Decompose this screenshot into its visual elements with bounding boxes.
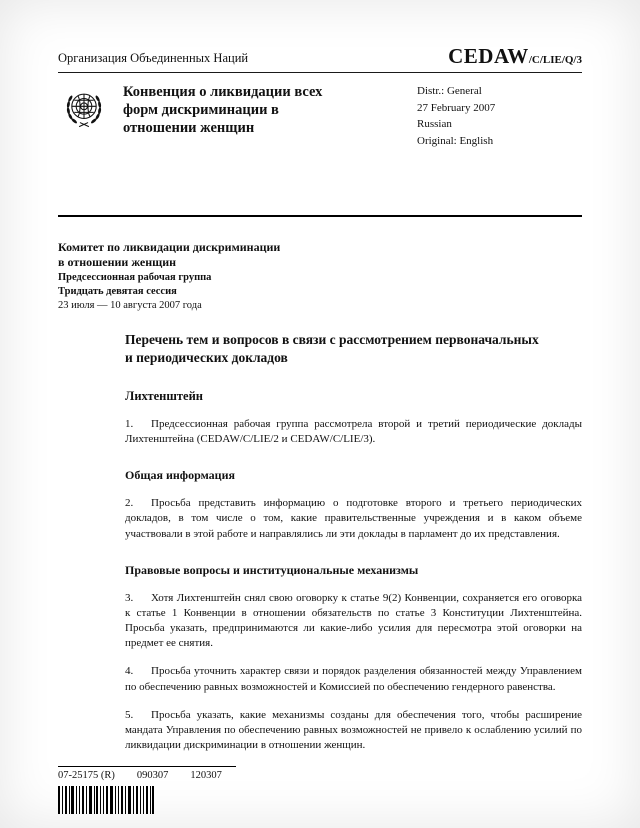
- document-header: [58, 44, 582, 73]
- paragraph-3-text: Хотя Лихтенштейн снял свою оговорку к статье 9(2) Конвенции, сохраняется его оговорка к статье 1 Конвенции в отношении обязательств по статье 3 Конституции Лихтенштейна. Просьба указать, предпринимаются ли какие-либо усилия для пересмотра этой оговорки на предмет ее снятия.: [125, 591, 582, 650]
- section-heading-legal: Правовые вопросы и институциональные механизмы: [125, 562, 419, 577]
- paragraph-1-number: 1.: [125, 417, 134, 430]
- footer-date-1: 090307: [136, 770, 169, 781]
- convention-title: Конвенция о ликвидации всех форм дискриминации в отношении женщин: [123, 84, 323, 136]
- un-emblem-icon: [58, 86, 110, 138]
- session-number: Тридцать девятая сессия: [58, 285, 177, 297]
- footer: [58, 766, 236, 814]
- paragraph-4: [125, 664, 582, 694]
- distr-line: Distr.: General: [417, 85, 482, 97]
- org-name: Организация Объединенных Наций: [58, 51, 249, 65]
- paragraph-1-text: Предсессионная рабочая группа рассмотрела второй и третий периодические доклады Лихтенштейна (CEDAW/C/LIE/2 и CEDAW/C/LIE/3).: [125, 417, 582, 446]
- paragraph-5-number: 5.: [125, 708, 134, 721]
- barcode: [58, 786, 154, 814]
- footer-rule: [58, 766, 236, 767]
- paragraph-2-number: 2.: [125, 497, 134, 510]
- footer-doc-line: [58, 770, 236, 781]
- masthead: [58, 82, 582, 149]
- country-heading: Лихтенштейн: [125, 388, 203, 403]
- distr-original: Original: English: [417, 134, 494, 147]
- section-heading-general: Общая информация: [125, 468, 235, 483]
- paragraph-2: [125, 496, 582, 542]
- distr-language: Russian: [417, 118, 452, 130]
- paragraph-3: [125, 591, 582, 652]
- footer-date-2: 120307: [190, 770, 222, 781]
- paragraph-5-text: Просьба указать, какие механизмы созданы для обеспечения того, чтобы расширение мандата Управления по обеспечению равных возможностей не привело к ослаблению усилий по ликвидации дискриминации в отношении женщин.: [125, 708, 582, 752]
- document-body: [125, 331, 582, 753]
- distr-date: 27 February 2007: [417, 101, 496, 114]
- session-dates: 23 июля — 10 августа 2007 года: [58, 300, 202, 312]
- paragraph-5: [125, 708, 582, 754]
- document-title: Перечень тем и вопросов в связи с рассмотрением первоначальных и периодических докладов: [125, 332, 539, 366]
- thick-divider: [58, 215, 582, 217]
- paragraph-1: [125, 417, 582, 447]
- working-group: Предсессионная рабочая группа: [58, 271, 212, 283]
- doc-symbol-suffix: /C/LIE/Q/3: [528, 54, 582, 66]
- paragraph-4-text: Просьба уточнить характер связи и порядок разделения обязанностей между Управлением по обеспечению равных возможностей и Комиссией по обеспечению гендерного равенства.: [125, 665, 582, 693]
- session-block: [58, 240, 582, 313]
- paragraph-2-text: Просьба представить информацию о подготовке второго и третьего периодических докладов, в том числе о том, какие правительственные учреждения и в каком объеме участвовали в этой работе и направлялись ли эти доклады в парламент до их представления.: [125, 497, 582, 540]
- committee-name-line1: Комитет по ликвидации дискриминации: [58, 240, 281, 254]
- doc-symbol-main: CEDAW: [448, 44, 529, 68]
- footer-doc-id: 07-25175 (R): [58, 770, 115, 781]
- committee-name-line2: в отношении женщин: [58, 255, 177, 270]
- paragraph-4-number: 4.: [125, 665, 134, 678]
- distribution-block: [417, 83, 495, 149]
- paragraph-3-number: 3.: [125, 591, 134, 604]
- doc-symbol: [448, 44, 582, 69]
